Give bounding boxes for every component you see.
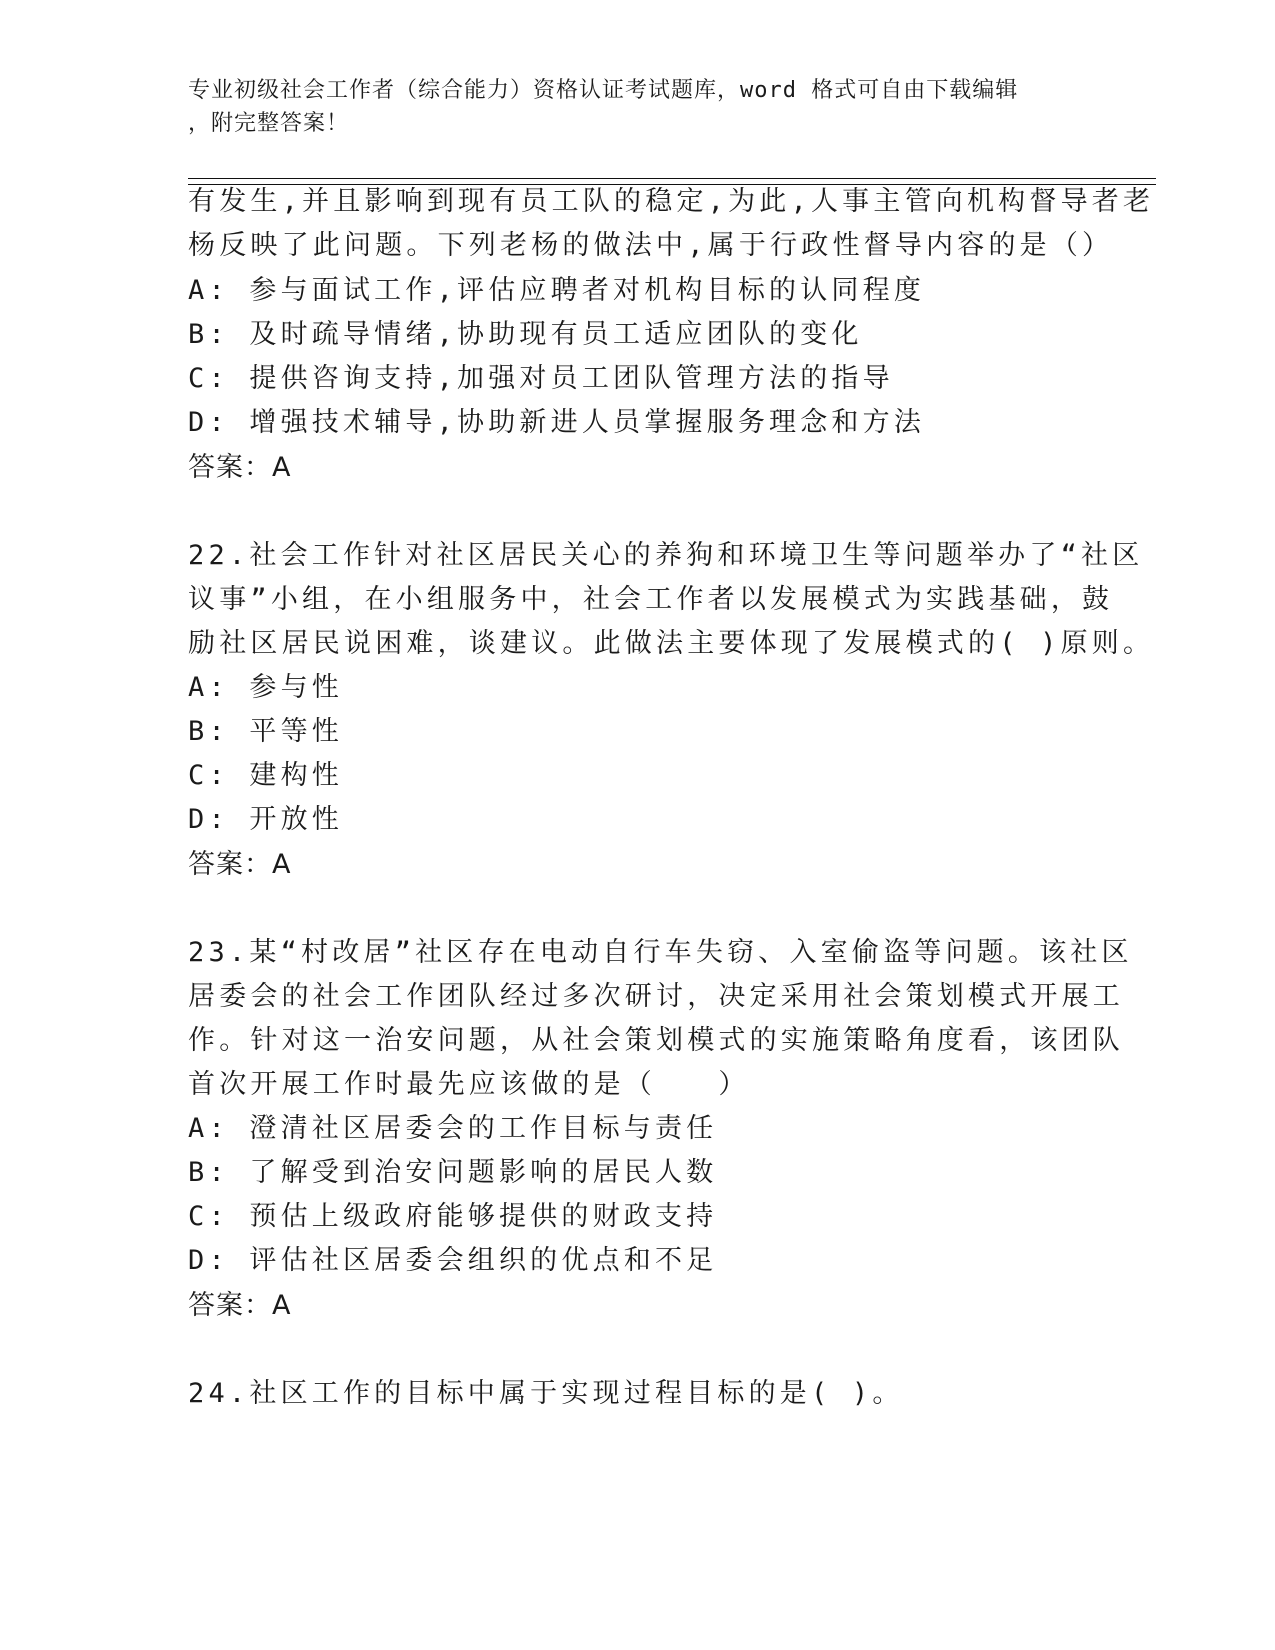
header-title-line-1: 专业初级社会工作者（综合能力）资格认证考试题库，word 格式可自由下载编辑 <box>188 78 1019 103</box>
option-a: A: 澄清社区居委会的工作目标与责任 <box>188 1113 718 1144</box>
option-b: B: 了解受到治安问题影响的居民人数 <box>188 1157 718 1188</box>
question-stem-line: 24.社区工作的目标中属于实现过程目标的是( )。 <box>188 1378 904 1409</box>
answer-label: 答案：A <box>188 452 292 483</box>
answer-label: 答案：A <box>188 1290 292 1321</box>
question-stem-line: 居委会的社会工作团队经过多次研讨，决定采用社会策划模式开展工 <box>188 981 1124 1012</box>
question-stem-line: 23.某“村改居”社区存在电动自行车失窃、入室偷盗等问题。该社区 <box>188 937 1133 968</box>
question-stem-line: 议事”小组，在小组服务中，社会工作者以发展模式为实践基础，鼓 <box>188 584 1114 615</box>
option-c: C: 提供咨询支持,加强对员工团队管理方法的指导 <box>188 363 894 394</box>
option-a: A: 参与性 <box>188 672 343 703</box>
question-stem-line: 作。针对这一治安问题，从社会策划模式的实施策略角度看，该团队 <box>188 1025 1124 1056</box>
question-stem-line: 励社区居民说困难，谈建议。此做法主要体现了发展模式的( )原则。 <box>188 628 1155 659</box>
option-b: B: 及时疏导情绪,协助现有员工适应团队的变化 <box>188 319 863 350</box>
option-d: D: 开放性 <box>188 804 343 835</box>
document-header <box>188 74 1088 140</box>
option-c: C: 预估上级政府能够提供的财政支持 <box>188 1201 718 1232</box>
question-stem-line: 22.社会工作针对社区居民关心的养狗和环境卫生等问题举办了“社区 <box>188 540 1144 571</box>
option-d: D: 评估社区居委会组织的优点和不足 <box>188 1245 718 1276</box>
answer-label: 答案：A <box>188 849 292 880</box>
header-title-line-2: ，附完整答案！ <box>188 111 350 136</box>
question-stem-line: 杨反映了此问题。下列老杨的做法中,属于行政性督导内容的是（） <box>188 230 1114 261</box>
option-a: A: 参与面试工作,评估应聘者对机构目标的认同程度 <box>188 275 926 306</box>
option-d: D: 增强技术辅导,协助新进人员掌握服务理念和方法 <box>188 407 926 438</box>
header-divider-top <box>188 178 1156 179</box>
question-stem-line: 首次开展工作时最先应该做的是（ ） <box>188 1069 750 1100</box>
option-c: C: 建构性 <box>188 760 343 791</box>
option-b: B: 平等性 <box>188 716 343 747</box>
question-stem-line: 有发生,并且影响到现有员工队的稳定,为此,人事主管向机构督导者老 <box>188 186 1155 217</box>
